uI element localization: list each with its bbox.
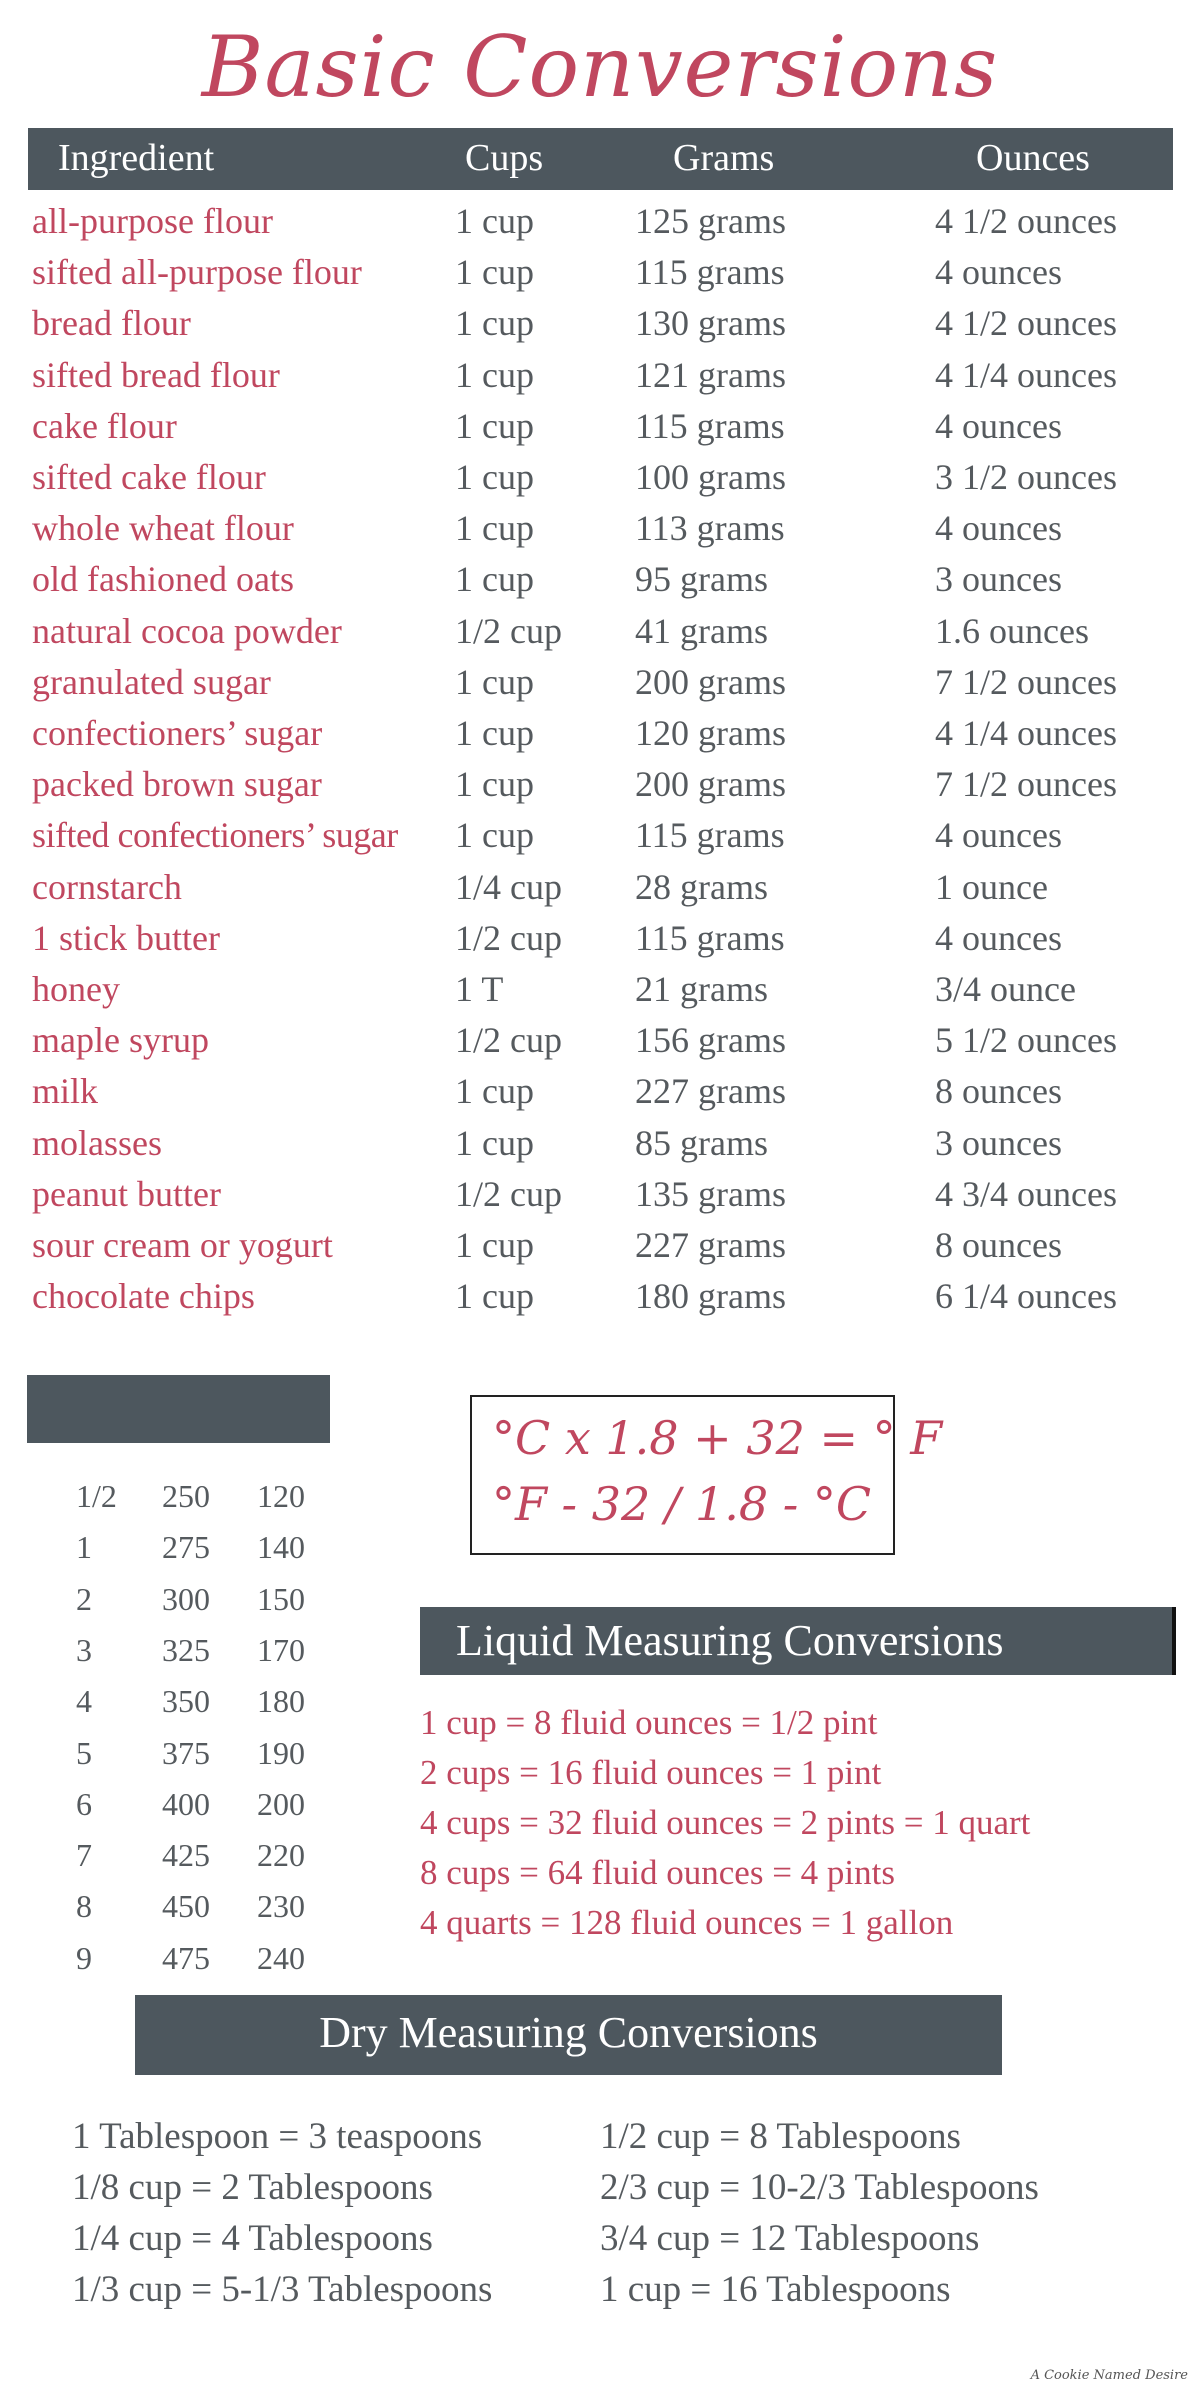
ingredient-cell: sifted bread flour bbox=[32, 354, 280, 395]
grams-cell: 120 grams bbox=[635, 713, 786, 753]
table-row bbox=[0, 558, 1200, 609]
grams-cell: 115 grams bbox=[635, 405, 785, 446]
ounces-cell: 4 1/4 ounces bbox=[935, 713, 1117, 753]
grams-cell: 121 grams bbox=[635, 354, 786, 395]
table-row bbox=[0, 712, 1200, 763]
gas-mark-cell: 6 bbox=[76, 1785, 92, 1822]
grams-cell: 21 grams bbox=[635, 969, 768, 1009]
dry-conversion-line-right: 1/2 cup = 8 Tablespoons bbox=[600, 2116, 961, 2157]
gas-mark-cell: 3 bbox=[76, 1631, 92, 1668]
grams-cell: 227 grams bbox=[635, 1071, 786, 1112]
cups-cell: 1 cup bbox=[455, 201, 534, 241]
liquid-conversions-title: Liquid Measuring Conversions bbox=[456, 1616, 1004, 1665]
cups-cell: 1 cup bbox=[455, 1122, 534, 1163]
grams-cell: 85 grams bbox=[635, 1122, 768, 1163]
liquid-conversion-line: 8 cups = 64 fluid ounces = 4 pints bbox=[420, 1853, 895, 1892]
ingredient-cell: molasses bbox=[32, 1122, 162, 1163]
fahrenheit-cell: 325 bbox=[162, 1631, 210, 1668]
ounces-cell: 7 1/2 ounces bbox=[935, 661, 1117, 702]
grams-cell: 95 grams bbox=[635, 559, 768, 600]
ingredient-cell: old fashioned oats bbox=[32, 559, 294, 600]
header-grams: Grams bbox=[673, 137, 775, 179]
fahrenheit-cell: 450 bbox=[162, 1888, 210, 1925]
ounces-cell: 3 ounces bbox=[935, 1122, 1062, 1163]
cups-cell: 1 cup bbox=[455, 354, 534, 395]
oven-row bbox=[0, 1683, 400, 1734]
liquid-conversion-line: 4 quarts = 128 fluid ounces = 1 gallon bbox=[420, 1903, 954, 1942]
page-title: Basic Conversions bbox=[201, 18, 999, 116]
ingredient-cell: peanut butter bbox=[32, 1173, 221, 1214]
liquid-conversion-line: 2 cups = 16 fluid ounces = 1 pint bbox=[420, 1753, 882, 1792]
ounces-cell: 4 3/4 ounces bbox=[935, 1173, 1117, 1214]
celsius-cell: 170 bbox=[257, 1631, 305, 1668]
grams-cell: 125 grams bbox=[635, 201, 786, 241]
celsius-cell: 230 bbox=[257, 1888, 305, 1925]
oven-row bbox=[0, 1940, 400, 1991]
ingredient-cell: cornstarch bbox=[32, 866, 182, 907]
oven-row bbox=[0, 1735, 400, 1786]
celsius-cell: 240 bbox=[257, 1939, 305, 1976]
table-row bbox=[0, 1122, 1200, 1173]
cups-cell: 1 cup bbox=[455, 661, 534, 702]
cups-cell: 1/2 cup bbox=[455, 610, 562, 651]
grams-cell: 115 grams bbox=[635, 917, 785, 958]
ingredient-cell: sifted cake flour bbox=[32, 457, 266, 497]
ounces-cell: 4 1/2 ounces bbox=[935, 201, 1117, 241]
table-row bbox=[0, 302, 1200, 353]
grams-cell: 115 grams bbox=[635, 815, 785, 856]
dry-conversion-line-right: 3/4 cup = 12 Tablespoons bbox=[600, 2218, 980, 2259]
table-row bbox=[0, 814, 1200, 865]
cups-cell: 1 cup bbox=[455, 1276, 534, 1317]
table-row bbox=[0, 661, 1200, 712]
cups-cell: 1 cup bbox=[455, 815, 534, 856]
cups-cell: 1 cup bbox=[455, 764, 534, 805]
ingredient-cell: 1 stick butter bbox=[32, 917, 220, 958]
ingredient-cell: sifted all-purpose flour bbox=[32, 252, 362, 293]
ounces-cell: 3/4 ounce bbox=[935, 969, 1076, 1009]
fahrenheit-cell: 400 bbox=[162, 1785, 210, 1822]
fahrenheit-cell: 275 bbox=[162, 1529, 210, 1566]
ingredient-cell: sour cream or yogurt bbox=[32, 1225, 333, 1265]
table-row bbox=[0, 354, 1200, 405]
table-row bbox=[0, 763, 1200, 814]
table-row bbox=[0, 1070, 1200, 1121]
grams-cell: 100 grams bbox=[635, 457, 786, 497]
ingredient-cell: bread flour bbox=[32, 303, 191, 344]
cups-cell: 1/2 cup bbox=[455, 1020, 562, 1061]
ingredient-cell: all-purpose flour bbox=[32, 201, 273, 241]
ounces-cell: 5 1/2 ounces bbox=[935, 1020, 1117, 1061]
dry-conversion-line-left: 1 Tablespoon = 3 teaspoons bbox=[72, 2116, 483, 2157]
liquid-conversion-line: 1 cup = 8 fluid ounces = 1/2 pint bbox=[420, 1703, 878, 1742]
grams-cell: 156 grams bbox=[635, 1020, 786, 1061]
oven-row bbox=[0, 1529, 400, 1580]
cups-cell: 1 cup bbox=[455, 405, 534, 446]
celsius-cell: 150 bbox=[257, 1580, 305, 1617]
grams-cell: 180 grams bbox=[635, 1276, 786, 1317]
ingredient-cell: sifted confectioners’ sugar bbox=[32, 815, 398, 856]
oven-row bbox=[0, 1478, 400, 1529]
table-row bbox=[0, 200, 1200, 251]
gas-mark-cell: 8 bbox=[76, 1888, 92, 1925]
table-row bbox=[0, 1224, 1200, 1275]
ingredient-cell: confectioners’ sugar bbox=[32, 713, 323, 753]
oven-row bbox=[0, 1888, 400, 1939]
table-row bbox=[0, 1019, 1200, 1070]
ounces-cell: 3 ounces bbox=[935, 559, 1062, 600]
dry-conversion-line-left: 1/3 cup = 5-1/3 Tablespoons bbox=[72, 2269, 493, 2310]
table-row bbox=[0, 405, 1200, 456]
gas-mark-cell: 5 bbox=[76, 1734, 92, 1771]
grams-cell: 200 grams bbox=[635, 764, 786, 805]
table-row bbox=[0, 1173, 1200, 1224]
gas-mark-cell: 9 bbox=[76, 1939, 92, 1976]
dry-conversions-title: Dry Measuring Conversions bbox=[319, 2008, 818, 2057]
ounces-cell: 1 ounce bbox=[935, 866, 1048, 907]
ingredient-cell: cake flour bbox=[32, 405, 177, 446]
ounces-cell: 3 1/2 ounces bbox=[935, 457, 1117, 497]
formula-f-to-c: °F - 32 / 1.8 - °C bbox=[492, 1477, 872, 1531]
oven-row bbox=[0, 1581, 400, 1632]
fahrenheit-cell: 250 bbox=[162, 1478, 210, 1514]
oven-row bbox=[0, 1632, 400, 1683]
cups-cell: 1 cup bbox=[455, 713, 534, 753]
table-row bbox=[0, 456, 1200, 507]
dry-conversion-line-left: 1/8 cup = 2 Tablespoons bbox=[72, 2167, 433, 2208]
ingredient-cell: granulated sugar bbox=[32, 661, 271, 702]
gas-mark-cell: 4 bbox=[76, 1683, 92, 1720]
ounces-cell: 4 ounces bbox=[935, 508, 1062, 549]
ounces-cell: 4 ounces bbox=[935, 405, 1062, 446]
grams-cell: 130 grams bbox=[635, 303, 786, 344]
celsius-cell: 190 bbox=[257, 1734, 305, 1771]
table-row bbox=[0, 917, 1200, 968]
table-row bbox=[0, 1275, 1200, 1326]
celsius-cell: 140 bbox=[257, 1529, 305, 1566]
grams-cell: 28 grams bbox=[635, 866, 768, 907]
cups-cell: 1 cup bbox=[455, 508, 534, 549]
cups-cell: 1/2 cup bbox=[455, 1173, 562, 1214]
celsius-cell: 180 bbox=[257, 1683, 305, 1720]
dry-conversion-line-right: 2/3 cup = 10-2/3 Tablespoons bbox=[600, 2167, 1039, 2208]
header-cups: Cups bbox=[465, 137, 544, 179]
grams-cell: 227 grams bbox=[635, 1225, 786, 1265]
ounces-cell: 8 ounces bbox=[935, 1071, 1062, 1112]
oven-row bbox=[0, 1786, 400, 1837]
ounces-cell: 4 ounces bbox=[935, 917, 1062, 958]
dry-conversion-line-right: 1 cup = 16 Tablespoons bbox=[600, 2269, 951, 2310]
ingredient-cell: chocolate chips bbox=[32, 1276, 255, 1317]
liquid-conversions-header bbox=[420, 1607, 1176, 1675]
ounces-cell: 7 1/2 ounces bbox=[935, 764, 1117, 805]
dry-conversion-line-left: 1/4 cup = 4 Tablespoons bbox=[72, 2218, 433, 2259]
grams-cell: 41 grams bbox=[635, 610, 768, 651]
grams-cell: 200 grams bbox=[635, 661, 786, 702]
footer-credit: A Cookie Named Desire bbox=[1030, 2368, 1188, 2383]
ounces-cell: 4 ounces bbox=[935, 252, 1062, 293]
table-row bbox=[0, 251, 1200, 302]
fahrenheit-cell: 425 bbox=[162, 1837, 210, 1874]
table-row bbox=[0, 866, 1200, 917]
cups-cell: 1/2 cup bbox=[455, 917, 562, 958]
celsius-cell: 220 bbox=[257, 1837, 305, 1874]
fahrenheit-cell: 300 bbox=[162, 1580, 210, 1617]
cups-cell: 1 cup bbox=[455, 1225, 534, 1265]
cups-cell: 1 cup bbox=[455, 303, 534, 344]
gas-mark-cell: 1 bbox=[76, 1529, 92, 1566]
oven-temperature-header bbox=[27, 1375, 330, 1443]
table-row bbox=[0, 610, 1200, 661]
fahrenheit-cell: 475 bbox=[162, 1939, 210, 1976]
ounces-cell: 4 1/2 ounces bbox=[935, 303, 1117, 344]
cups-cell: 1 T bbox=[455, 969, 504, 1009]
ounces-cell: 4 ounces bbox=[935, 815, 1062, 856]
grams-cell: 135 grams bbox=[635, 1173, 786, 1214]
ingredient-cell: natural cocoa powder bbox=[32, 610, 342, 651]
ounces-cell: 1.6 ounces bbox=[935, 610, 1089, 651]
grams-cell: 115 grams bbox=[635, 252, 785, 293]
table-row bbox=[0, 968, 1200, 1019]
table-row bbox=[0, 507, 1200, 558]
header-ingredient: Ingredient bbox=[58, 137, 215, 179]
celsius-cell: 120 bbox=[257, 1478, 305, 1514]
table-header bbox=[28, 128, 1173, 190]
fahrenheit-cell: 375 bbox=[162, 1734, 210, 1771]
ingredient-cell: honey bbox=[32, 969, 120, 1009]
header-ounces: Ounces bbox=[976, 137, 1090, 179]
ounces-cell: 8 ounces bbox=[935, 1225, 1062, 1265]
temperature-formula-box bbox=[470, 1395, 943, 1555]
ounces-cell: 4 1/4 ounces bbox=[935, 354, 1117, 395]
cups-cell: 1 cup bbox=[455, 559, 534, 600]
ounces-cell: 6 1/4 ounces bbox=[935, 1276, 1117, 1317]
oven-row bbox=[0, 1837, 400, 1888]
dry-conversions-header bbox=[135, 1995, 1002, 2075]
fahrenheit-cell: 350 bbox=[162, 1683, 210, 1720]
cups-cell: 1 cup bbox=[455, 1071, 534, 1112]
ingredient-cell: milk bbox=[32, 1071, 99, 1112]
cups-cell: 1 cup bbox=[455, 457, 534, 497]
gas-mark-cell: 7 bbox=[76, 1837, 92, 1874]
formula-c-to-f: °C x 1.8 + 32 = ° F bbox=[492, 1411, 943, 1465]
liquid-conversion-line: 4 cups = 32 fluid ounces = 2 pints = 1 quart bbox=[420, 1803, 1031, 1842]
grams-cell: 113 grams bbox=[635, 508, 785, 549]
gas-mark-cell: 2 bbox=[76, 1580, 92, 1617]
ingredient-cell: maple syrup bbox=[32, 1020, 209, 1061]
ingredient-cell: packed brown sugar bbox=[32, 764, 322, 805]
celsius-cell: 200 bbox=[257, 1785, 305, 1822]
cups-cell: 1/4 cup bbox=[455, 866, 562, 907]
ingredient-cell: whole wheat flour bbox=[32, 508, 294, 549]
gas-mark-cell: 1/2 bbox=[76, 1478, 117, 1514]
cups-cell: 1 cup bbox=[455, 252, 534, 293]
